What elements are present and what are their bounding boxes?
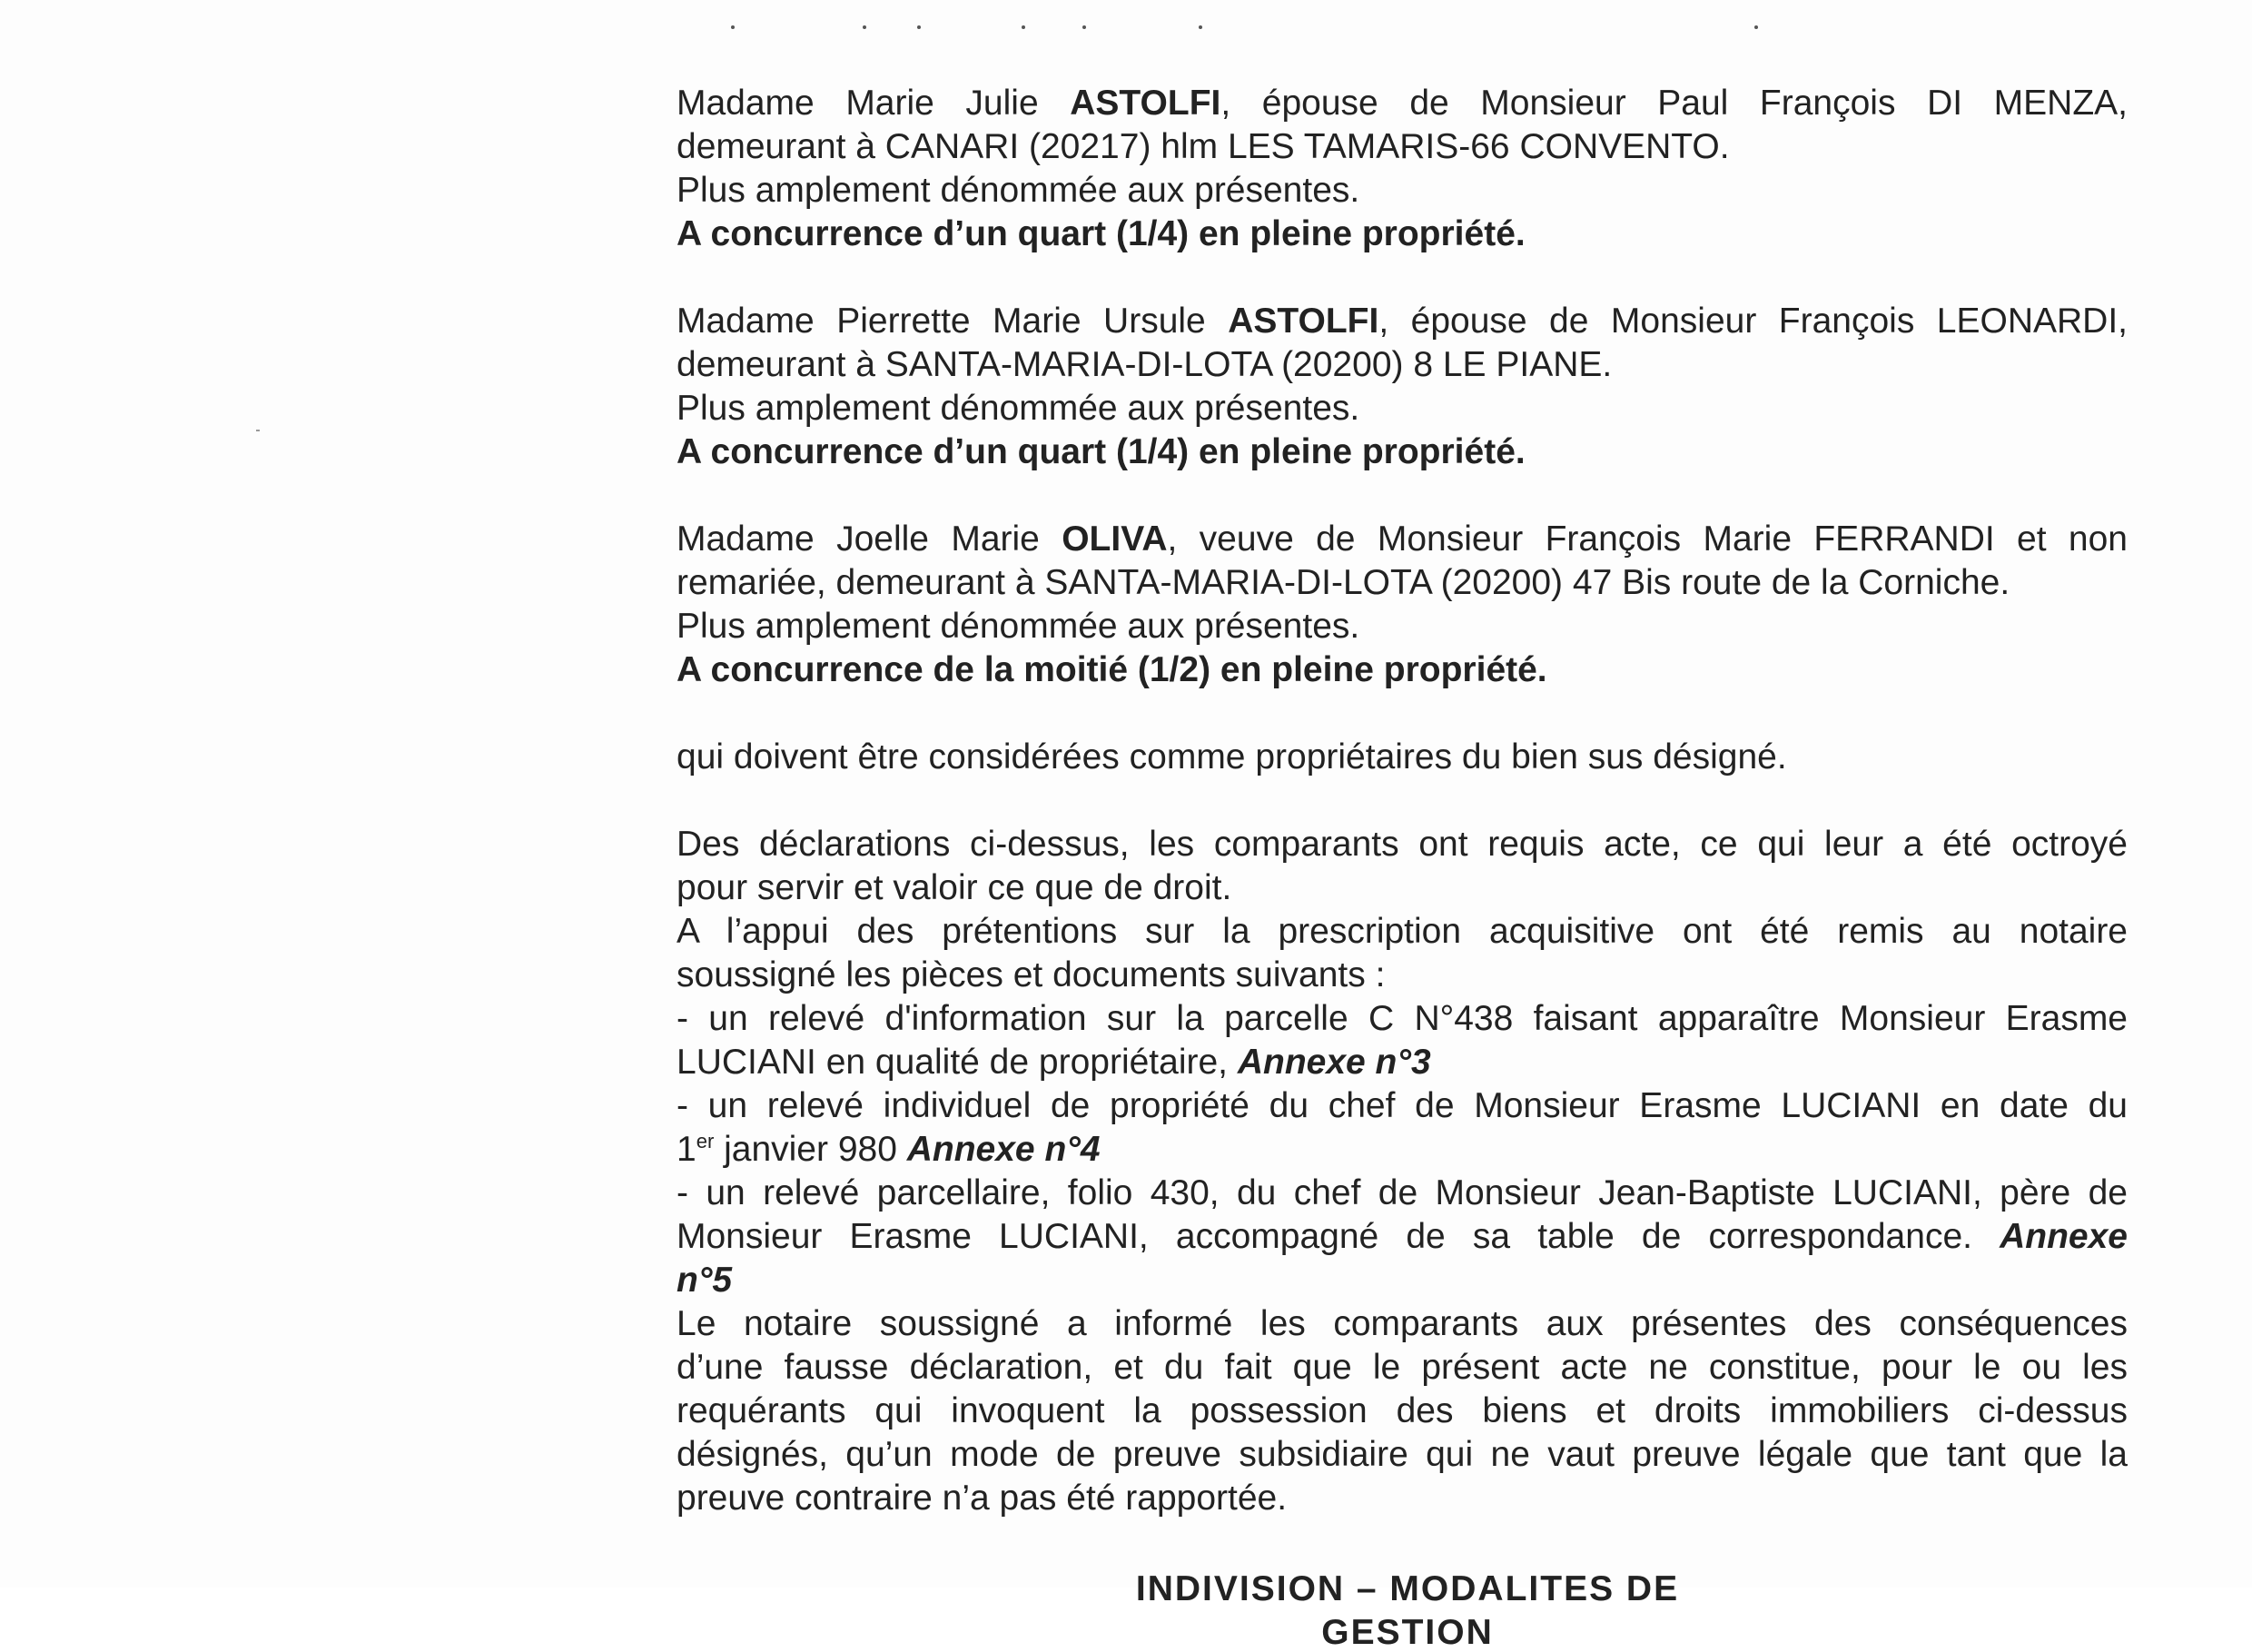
party-line: Madame Joelle Marie OLIVA, veuve de Monsieur François Marie FERRANDI et non: [677, 519, 2128, 559]
document-item-2: - un relevé individuel de propriété du chef de Monsieur Erasme LUCIANI en date du: [677, 1086, 2128, 1125]
party-surname: ASTOLFI: [1228, 302, 1379, 341]
party-surname: ASTOLFI: [1070, 84, 1221, 123]
section-heading-cut-off: INDIVISION – MODALITES DE GESTION: [1135, 1569, 1680, 1652]
party-reference: Plus amplement dénommée aux présentes.: [677, 389, 1360, 428]
party-address: demeurant à CANARI (20217) hlm LES TAMARIS-66 CONVENTO.: [677, 127, 1730, 166]
party-reference: Plus amplement dénommée aux présentes.: [677, 607, 1360, 646]
declarations-block: Des déclarations ci-dessus, les comparants ont requis acte, ce qui leur a été octroyé pour servir et valoir ce que de droit. A l’appui des prétentions sur la prescription acquisitive ont été remis au notaire soussigné les pièces et documents suivants : - un relevé d'information sur la parcelle C N°438 faisant apparaître Monsieur Erasme LUCIANI en qualité de propriétaire, Annexe n°3 - un relevé individuel de propriété du chef de Monsieur Erasme LUCIANI en date du 1er janvier 980 Annexe n°4 - un relevé parcellaire, folio 430, du chef de Monsieur Jean-Baptiste LUCIANI, père de Monsieur Erasme LUCIANI, accompagné de sa table de correspondance. Annexe n°5 Le notaire soussigné a informé les comparants aux présentes des conséquences d’une fausse déclaration, et du fait que le présent acte ne constitue, pour le ou les requérants qui invoquent la possession des biens et droits immobiliers ci-dessus désignés, qu’un mode de preuve subsidiaire qui ne vaut preuve légale que tant que la preuve contraire n’a pas été rapportée.: [677, 825, 2128, 1518]
party-surname: OLIVA: [1062, 519, 1168, 559]
notary-notice: Le notaire soussigné a informé les comparants aux présentes des conséquences: [677, 1304, 2128, 1343]
party-address: remariée, demeurant à SANTA-MARIA-DI-LOTA (20200) 47 Bis route de la Corniche.: [677, 563, 2010, 602]
document-body: [677, 82, 2128, 1520]
party-block-oliva: [677, 518, 2128, 692]
party-share: A concurrence d’un quart (1/4) en pleine propriété.: [677, 432, 1526, 471]
owners-statement: qui doivent être considérées comme propriétaires du bien sus désigné.: [677, 737, 1787, 777]
annex-reference: Annexe: [2000, 1217, 2128, 1256]
party-line: Madame Pierrette Marie Ursule ASTOLFI, épouse de Monsieur François LEONARDI,: [677, 302, 2128, 341]
margin-mark: [256, 430, 260, 431]
party-block-astolfi-pierrette: [677, 300, 2128, 474]
party-address: demeurant à SANTA-MARIA-DI-LOTA (20200) 8 LE PIANE.: [677, 345, 1613, 384]
party-share: A concurrence d’un quart (1/4) en pleine propriété.: [677, 214, 1526, 253]
annex-reference: Annexe n°4: [906, 1130, 1101, 1169]
scan-artifact-dots: [726, 16, 1798, 35]
party-share: A concurrence de la moitié (1/2) en pleine propriété.: [677, 650, 1547, 689]
annex-reference-number: n°5: [677, 1261, 733, 1300]
party-block-astolfi-marie-julie: [677, 82, 2128, 256]
party-line: Madame Marie Julie ASTOLFI, épouse de Monsieur Paul François DI MENZA,: [677, 84, 2128, 123]
annex-reference: Annexe n°3: [1237, 1043, 1431, 1082]
document-item-3: - un relevé parcellaire, folio 430, du chef de Monsieur Jean-Baptiste LUCIANI, père de: [677, 1173, 2128, 1212]
document-item-1: - un relevé d'information sur la parcelle C N°438 faisant apparaître Monsieur Erasme: [677, 999, 2128, 1038]
party-reference: Plus amplement dénommée aux présentes.: [677, 171, 1360, 210]
